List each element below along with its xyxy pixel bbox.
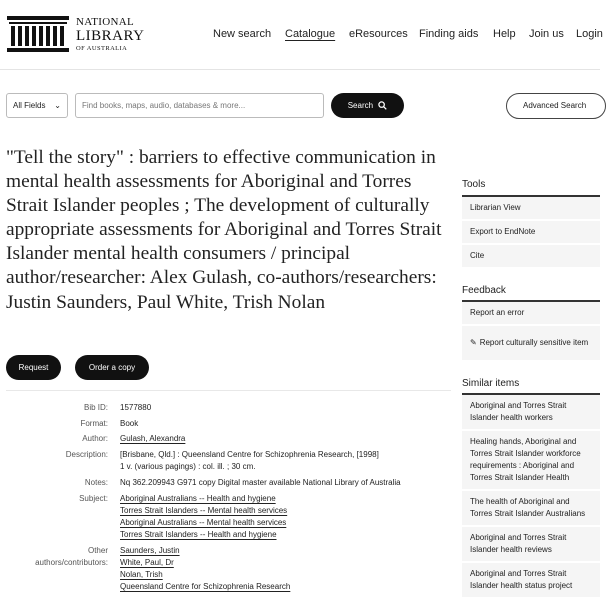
detail-label: Author:: [82, 434, 108, 443]
pencil-icon: ✎: [470, 338, 477, 347]
report-sensitive-link[interactable]: [462, 326, 600, 362]
nav-help[interactable]: Help: [493, 28, 516, 40]
detail-label: Subject:: [79, 494, 108, 503]
detail-label: Format:: [80, 419, 108, 428]
logo-line-library: LIBRARY: [76, 28, 145, 44]
detail-label: [0, 545, 108, 569]
contributor-link[interactable]: Nolan, Trish: [120, 570, 163, 579]
subject-link[interactable]: Torres Strait Islanders -- Health and hygiene: [120, 530, 277, 539]
order-copy-button-label: Order a copy: [88, 363, 136, 372]
logo-line-australia: OF AUSTRALIA: [76, 45, 128, 52]
request-button-label: Request: [18, 363, 49, 372]
search-field-select[interactable]: [6, 93, 68, 118]
subject-link[interactable]: Torres Strait Islanders -- Mental health services: [120, 506, 288, 515]
tools-heading: Tools: [462, 179, 486, 190]
search-icon: [378, 101, 387, 110]
tool-cite[interactable]: [462, 245, 600, 269]
similar-item[interactable]: [462, 491, 600, 527]
nav-join-us[interactable]: Join us: [529, 28, 564, 40]
detail-label: Bib ID:: [83, 403, 108, 412]
order-copy-button[interactable]: [75, 355, 149, 380]
similar-item[interactable]: [462, 431, 600, 491]
advanced-search-label: Advanced Search: [523, 101, 587, 110]
logo-line-national: NATIONAL: [76, 16, 135, 28]
search-input[interactable]: [75, 93, 324, 118]
subject-link[interactable]: Aboriginal Australians -- Mental health services: [120, 518, 287, 527]
site-header: [0, 0, 603, 70]
author-link[interactable]: Gulash, Alexandra: [120, 434, 186, 443]
feedback-label: Report an error: [470, 308, 525, 317]
similar-item[interactable]: [462, 563, 600, 599]
similar-item[interactable]: [462, 395, 600, 431]
tool-label: Cite: [470, 251, 485, 260]
detail-value: Book: [120, 419, 139, 428]
search-field-value: All Fields: [13, 101, 46, 110]
tool-librarian-view[interactable]: [462, 197, 600, 221]
detail-label-line: authors/contributors:: [35, 558, 108, 567]
detail-label-line: Other: [87, 546, 108, 555]
description-line: 1 v. (various pagings) : col. ill. ; 30 cm.: [120, 462, 256, 471]
chevron-down-icon: ⌄: [54, 101, 61, 110]
tool-label: Librarian View: [470, 203, 521, 212]
nla-logo[interactable]: [7, 16, 157, 52]
contributor-link[interactable]: Queensland Centre for Schizophrenia Research: [120, 582, 291, 591]
tool-label: Export to EndNote: [470, 227, 536, 236]
detail-value: 1577880: [120, 403, 152, 412]
nav-new-search[interactable]: New search: [213, 28, 272, 40]
nav-login[interactable]: Login: [576, 28, 603, 40]
detail-value: Nq 362.209943 G971 copy Digital master available National Library of Australia: [120, 478, 401, 487]
subject-link[interactable]: Aboriginal Australians -- Health and hygiene: [120, 494, 276, 503]
detail-label: Description:: [65, 450, 108, 459]
report-error-link[interactable]: [462, 302, 600, 326]
similar-item-label: Healing hands, Aboriginal and Torres Strait Islander workforce requirements : Aboriginal and Torres Strait Islander Health: [470, 437, 581, 482]
request-button[interactable]: [6, 355, 61, 380]
contributor-link[interactable]: Saunders, Justin: [120, 546, 180, 555]
search-button-label: Search: [347, 101, 374, 110]
detail-label: Notes:: [84, 478, 108, 487]
tool-export-endnote[interactable]: [462, 221, 600, 245]
record-title: "Tell the story" : barriers to effective communication in mental health assessments for Aboriginal and Torres Strait Islander peoples ; The development of culturally appropriate assessments for Aboriginal and Torres Strait Islander mental health consumers / principal author/researcher: Alex Gulash, co-authors/researchers: Justin Saunders, Paul White, Trish Nolan: [6, 147, 442, 313]
details-divider: [6, 390, 451, 391]
advanced-search-button[interactable]: [506, 93, 606, 119]
library-building-icon: [7, 16, 69, 52]
search-button[interactable]: [331, 93, 404, 118]
similar-item-label: Aboriginal and Torres Strait Islander health reviews: [470, 533, 567, 554]
similar-item-label: The health of Aboriginal and Torres Strait Islander Australians: [470, 497, 586, 518]
contributor-link[interactable]: White, Paul, Dr: [120, 558, 174, 567]
similar-items-heading: Similar items: [462, 378, 520, 389]
similar-item-label: Aboriginal and Torres Strait Islander health workers: [470, 401, 567, 422]
feedback-label: Report culturally sensitive item: [479, 338, 589, 347]
description-line: [Brisbane, Qld.] : Queensland Centre for Schizophrenia Research, [1998]: [120, 450, 379, 459]
similar-item-label: Aboriginal and Torres Strait Islander health status project: [470, 569, 573, 590]
nav-catalogue[interactable]: Catalogue: [285, 28, 336, 40]
feedback-heading: Feedback: [462, 285, 506, 296]
nav-finding-aids[interactable]: Finding aids: [419, 28, 479, 40]
search-placeholder: Find books, maps, audio, databases & more...: [82, 101, 246, 110]
nav-eresources[interactable]: eResources: [349, 28, 408, 40]
similar-item[interactable]: [462, 527, 600, 563]
